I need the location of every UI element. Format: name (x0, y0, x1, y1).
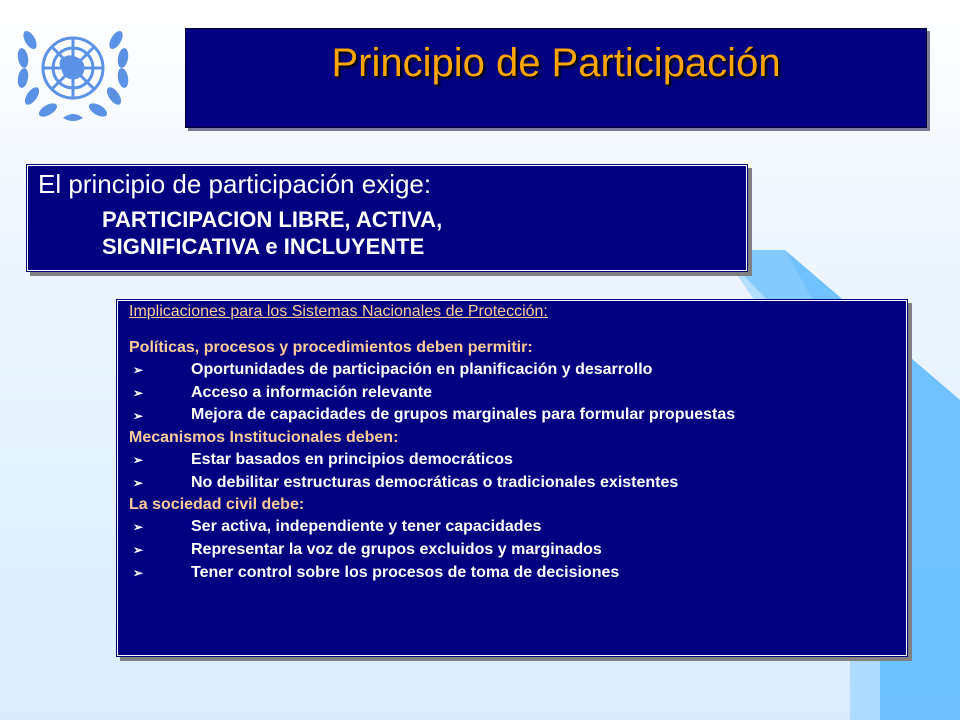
principle-main-line: SIGNIFICATIVA e INCLUYENTE (102, 234, 425, 259)
principle-main-line: PARTICIPACION LIBRE, ACTIVA, (102, 207, 443, 232)
principle-box (27, 165, 747, 271)
implications-box (117, 300, 907, 656)
list-item-text: Ser activa, independiente y tener capacidades (191, 518, 542, 535)
arrow-bullet-icon: ➢ (133, 453, 144, 467)
list-item (129, 541, 896, 559)
implications-content (129, 303, 896, 582)
arrow-bullet-icon: ➢ (133, 386, 144, 400)
list-item (129, 407, 896, 425)
arrow-bullet-icon: ➢ (133, 520, 144, 534)
list-item-text: Estar basados en principios democráticos (191, 451, 513, 468)
section-title: La sociedad civil debe: (129, 496, 305, 513)
list-item-text: No debilitar estructuras democráticas o tradicionales existentes (191, 474, 679, 491)
list-item-text: Tener control sobre los procesos de toma de decisiones (191, 564, 620, 581)
section-title: Mecanismos Institucionales deben: (129, 429, 399, 446)
un-emblem-icon (8, 10, 138, 130)
list-item (129, 518, 896, 536)
list-item (129, 361, 896, 379)
slide-title: Principio de Participación (331, 41, 781, 85)
list-item (129, 564, 896, 582)
section-title: Políticas, procesos y procedimientos deben permitir: (129, 339, 533, 356)
principle-main-text (102, 206, 702, 260)
list-item (129, 474, 896, 492)
list-item (129, 451, 896, 469)
arrow-bullet-icon: ➢ (133, 476, 144, 490)
implications-heading: Implicaciones para los Sistemas Nacionales de Protección: (129, 303, 548, 320)
arrow-bullet-icon: ➢ (133, 409, 144, 423)
list-item-text: Acceso a información relevante (191, 384, 432, 401)
list-item-text: Oportunidades de participación en planificación y desarrollo (191, 361, 653, 378)
list-item-text: Mejora de capacidades de grupos marginales para formular propuestas (191, 406, 736, 423)
list-item (129, 384, 896, 402)
title-box (185, 28, 927, 128)
arrow-bullet-icon: ➢ (133, 363, 144, 377)
arrow-bullet-icon: ➢ (133, 543, 144, 557)
principle-lead-text: El principio de participación exige: (38, 169, 432, 199)
list-item-text: Representar la voz de grupos excluidos y marginados (191, 541, 602, 558)
arrow-bullet-icon: ➢ (133, 566, 144, 580)
